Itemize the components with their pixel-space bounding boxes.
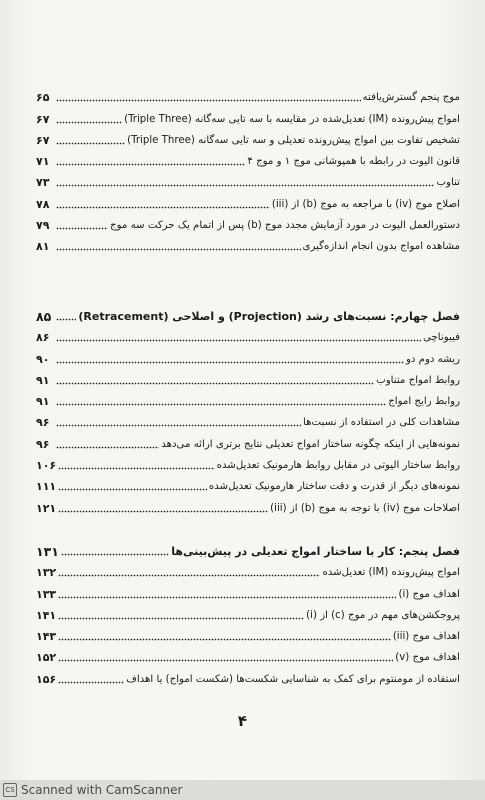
dot-leader — [58, 638, 391, 641]
toc-entry — [36, 579, 460, 600]
entry-page: ۱۴۳ — [36, 630, 57, 644]
entry-title: ریشه دوم دو — [405, 353, 460, 365]
entry-page: ۷۳ — [36, 176, 50, 190]
entry-page: ۱۱۱ — [36, 480, 57, 494]
dot-leader — [58, 510, 268, 513]
chapter-title: فصل چهارم: نسبت‌های رشد (Projection) و اصلاحی (Retracement) — [78, 310, 460, 323]
dot-leader — [56, 184, 434, 187]
dot-leader — [56, 361, 404, 364]
entry-title: روابط ساختار الیوتی در مقابل روابط هارمونیک تعدیل‌شده — [216, 460, 460, 472]
camscanner-icon: CS — [3, 783, 17, 797]
dot-leader — [56, 99, 361, 102]
entry-title: روابط رایج امواج — [388, 396, 460, 408]
entry-title: تناوب — [436, 177, 460, 189]
toc-entry — [36, 558, 460, 579]
dot-leader — [56, 206, 270, 209]
dot-leader — [61, 553, 169, 556]
toc-entry — [36, 493, 460, 514]
dot-leader — [56, 403, 386, 406]
entry-title: فیبوناچی — [422, 332, 460, 344]
toc-entry — [36, 232, 460, 253]
entry-title: نمونه‌هایی از اینکه چگونه ساختار امواج تعدیلی نتایج برتری ارائه می‌دهد — [161, 438, 460, 450]
toc-entry — [36, 126, 460, 147]
dot-leader — [58, 596, 396, 599]
toc-entry — [36, 643, 460, 664]
scanner-label: Scanned with CamScanner — [21, 783, 183, 797]
entry-page: ۱۵۲ — [36, 651, 57, 665]
toc-entry — [36, 104, 460, 125]
entry-page: ۷۸ — [36, 197, 50, 211]
entry-title: موج پنجم گسترش‌یافته — [362, 92, 460, 104]
dot-leader — [58, 617, 304, 620]
entry-title: اهداف موج (i) — [398, 588, 460, 600]
chapter-heading-5 — [36, 532, 460, 558]
entry-page: ۶۷ — [36, 112, 50, 126]
entry-title: امواج پیش‌رونده (IM) تعدیل‌شده در مقایسه با سه تایی سه‌گانه (Triple Three) — [124, 113, 460, 125]
toc-entry — [36, 472, 460, 493]
entry-title: نمونه‌های دیگر از قدرت و دقت ساختار هارمونیک تعدیل‌شده — [208, 481, 460, 493]
entry-page: ۷۹ — [36, 219, 50, 233]
entry-page: ۸۶ — [36, 331, 50, 345]
dot-leader — [56, 163, 245, 166]
entry-title: استفاده از مومنتوم برای کمک به شناسایی شکست‌ها (شکست امواج) یا اهداف — [126, 673, 460, 685]
entry-title: اهداف موج (iii) — [392, 631, 460, 643]
toc-entry — [36, 366, 460, 387]
dot-leader — [56, 121, 122, 124]
entry-title: مشاهده امواج بدون انجام اندازه‌گیری — [302, 241, 460, 253]
dot-leader — [56, 382, 374, 385]
entry-title: روابط امواج متناوب — [376, 374, 460, 386]
entry-title: مشاهدات کلی در استفاده از نسبت‌ها — [303, 417, 460, 429]
toc-entry — [36, 83, 460, 104]
toc-entry — [36, 664, 460, 685]
dot-leader — [56, 142, 125, 145]
chapter-title: فصل پنجم: کار با ساختار امواج تعدیلی در پیش‌بینی‌ها — [171, 545, 460, 558]
entry-page: ۱۵۶ — [36, 672, 57, 686]
entry-page: ۱۴۱ — [36, 608, 57, 622]
entry-title: تشخیص تفاوت بین امواج پیش‌رونده تعدیلی و سه تایی سه‌گانه (Triple Three) — [127, 134, 460, 146]
entry-page: ۸۱ — [36, 240, 50, 254]
entry-page: ۹۱ — [36, 373, 50, 387]
toc-entry — [36, 622, 460, 643]
entry-page: ۱۰۶ — [36, 459, 57, 473]
chapter-page: ۱۳۱ — [36, 544, 59, 559]
toc-entry — [36, 451, 460, 472]
chapter-heading-4 — [36, 297, 460, 323]
entry-title: امواج پیش‌رونده (IM) تعدیل‌شده — [322, 567, 460, 579]
dot-leader — [56, 446, 159, 449]
entry-page: ۱۳۲ — [36, 566, 57, 580]
toc-entry — [36, 429, 460, 450]
dot-leader — [56, 227, 108, 230]
toc-section-3 — [36, 532, 460, 686]
entry-title: دستورالعمل الیوت در مورد آزمایش مجدد موج (b) پس از اتمام یک حرکت سه موج — [110, 220, 460, 232]
toc-entry — [36, 189, 460, 210]
dot-leader — [58, 659, 393, 662]
scanner-footer — [0, 780, 485, 800]
entry-page: ۹۶ — [36, 437, 50, 451]
toc-entry — [36, 408, 460, 429]
dot-leader — [58, 488, 207, 491]
entry-page: ۷۱ — [36, 155, 50, 169]
dot-leader — [56, 318, 76, 321]
toc-section-2 — [36, 297, 460, 515]
toc-section-1 — [36, 83, 460, 253]
toc-entry — [36, 211, 460, 232]
dot-leader — [56, 339, 421, 342]
toc-entry — [36, 387, 460, 408]
entry-page: ۶۷ — [36, 133, 50, 147]
entry-title: اصلاحات موج (iv) با توجه به موج (b) از (iii) — [270, 502, 460, 514]
entry-page: ۹۱ — [36, 395, 50, 409]
entry-title: اصلاح موج (iv) با مراجعه به موج (b) از (iii) — [271, 198, 460, 210]
entry-page: ۱۲۱ — [36, 501, 57, 515]
entry-page: ۶۵ — [36, 91, 50, 105]
entry-title: پروجکشن‌های مهم در موج (c) از (i) — [306, 609, 460, 621]
entry-title: قانون الیوت در رابطه با همپوشانی موج ۱ و موج ۴ — [247, 156, 460, 168]
toc-entry — [36, 147, 460, 168]
dot-leader — [56, 248, 301, 251]
dot-leader — [58, 681, 124, 684]
toc-entry — [36, 323, 460, 344]
page-number: ۴ — [237, 712, 248, 730]
toc-entry — [36, 168, 460, 189]
chapter-page: ۸۵ — [36, 309, 52, 324]
toc-entry — [36, 601, 460, 622]
dot-leader — [58, 574, 320, 577]
entry-title: اهداف موج (v) — [395, 652, 460, 664]
dot-leader — [58, 467, 214, 470]
toc-entry — [36, 344, 460, 365]
entry-page: ۹۰ — [36, 352, 50, 366]
dot-leader — [56, 424, 301, 427]
entry-page: ۹۶ — [36, 416, 50, 430]
entry-page: ۱۳۳ — [36, 587, 57, 601]
